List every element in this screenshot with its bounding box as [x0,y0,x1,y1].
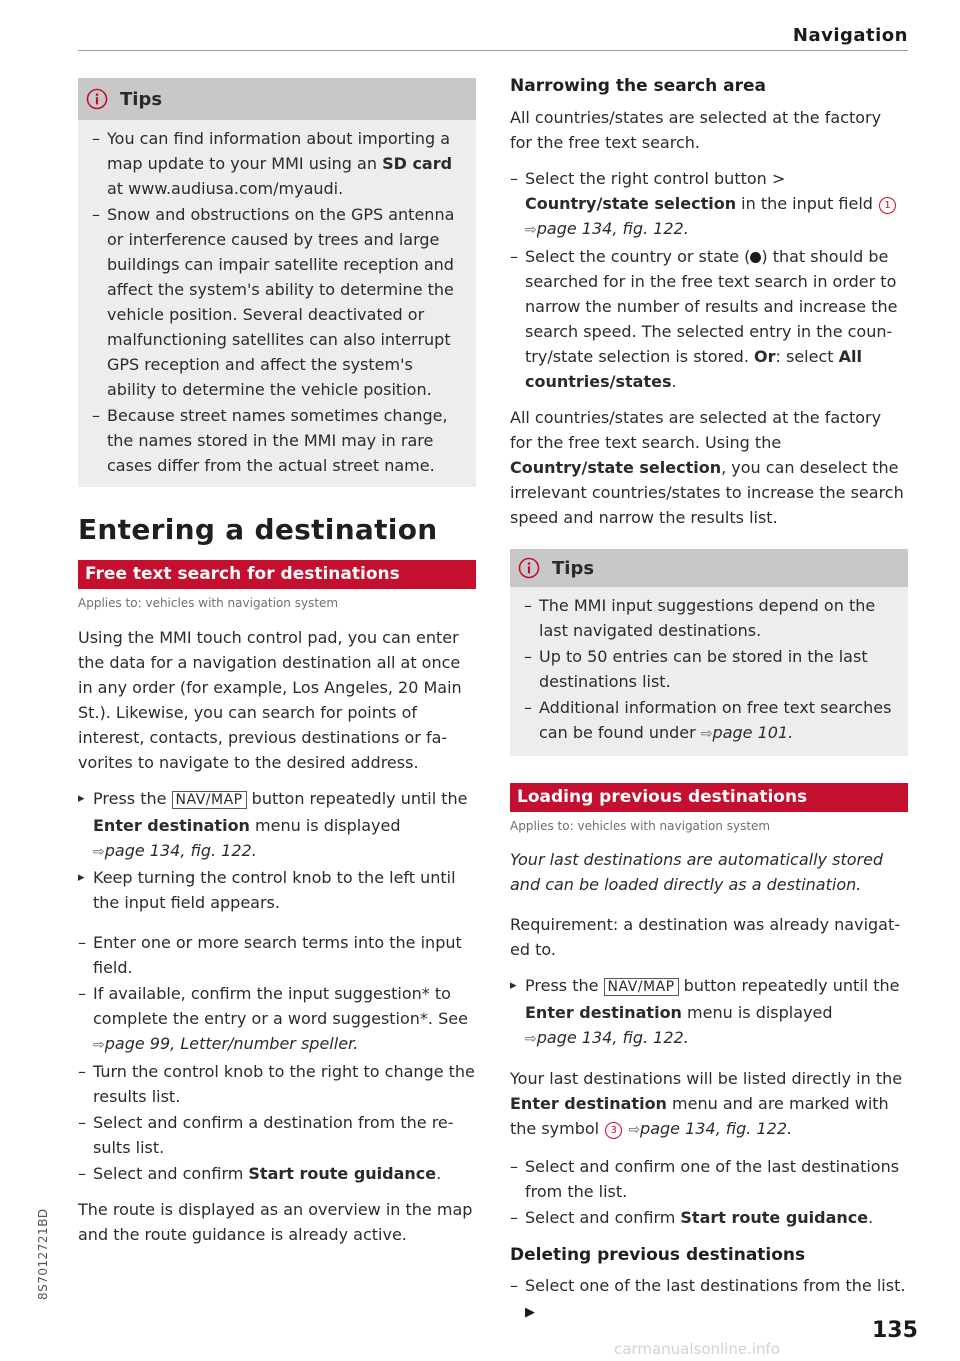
section-title-bar: Loading previous destinations [510,783,908,812]
instruction-item: – Select the country or state ( ) that should be searched for in the free text search in order to narrow the number of results and increase the search speed. The selected entry in the country/state selection is stored. Or: select All countries/states. [510,244,908,394]
nav-map-key: NAV/MAP [172,791,247,809]
reference-arrow-icon: ⇨ [700,726,713,742]
step-list [510,973,908,1052]
instruction-item: – Select the right control button > Country/state selection in the input field 1 ⇨page 134, fig. 122. [510,166,908,243]
tips-header [78,78,476,120]
section-title-bar: Free text search for destinations [78,560,476,589]
chapter-heading: Entering a destination [78,513,438,546]
tips-title: Tips [552,557,595,579]
tips-list [510,587,908,747]
watermark: carmanualsonline.info [614,1340,780,1358]
tip-item: – Because street names sometimes change, the names stored in the MMI may in rare cases differ from the actual street name. [92,403,464,478]
step-list [78,786,476,915]
instruction-item: – Select and confirm Start route guidance. [510,1205,908,1230]
info-icon [86,88,108,110]
tips-title: Tips [120,88,163,110]
reference-arrow-icon: ⇨ [525,222,537,238]
page-reference: page 134, fig. 122. [536,219,689,238]
left-column [78,78,476,1247]
tips-header [510,549,908,587]
tip-item: – You can find information about importing a map update to your MMI using an SD card at www.audiusa.com/myaudi. [92,126,464,201]
page-reference: page 134, fig. 122. [104,841,257,860]
reference-arrow-icon: ⇨ [93,844,105,860]
continue-arrow-icon: ▶ [525,1305,535,1320]
paragraph: All countries/states are selected at the factory for the free text search. Using the Country/state selection, you can deselect the irrelevant countries/states to increase the search speed and narrow the results list. [510,408,904,527]
reference-arrow-icon: ⇨ [93,1037,105,1053]
intro-paragraph: Using the MMI touch control pad, you can enter the data for a navigation destination all at once in any order (for example, Los Angeles, 20 Main St.). Likewise, you can search for points of interest, contacts, previous destinations or favorites to navigate to the desired address. [78,628,462,772]
step-item: ▸ Press the NAV/MAP button repeatedly until the Enter destination menu is displayed ⇨page 134, fig. 122. [78,786,476,865]
page-number: 135 [872,1318,918,1343]
tip-item: – Additional information on free text searches can be found under ⇨page 101. [524,695,896,747]
header-rule [78,50,908,51]
document-code: 8S7012721BD [36,1208,50,1300]
applies-note: Applies to: vehicles with navigation system [510,819,771,833]
page-reference: page 101. [712,723,794,742]
right-column [510,76,908,1326]
nav-map-key: NAV/MAP [604,978,679,996]
applies-note: Applies to: vehicles with navigation system [78,596,339,610]
instruction-list [510,1154,908,1230]
tips-box-left [78,78,476,487]
instruction-item: – Turn the control knob to the right to change the results list. [78,1059,476,1109]
instruction-list [510,166,908,394]
reference-arrow-icon: ⇨ [525,1031,537,1047]
subsection-heading: Narrowing the search area [510,76,767,96]
tip-item: – Snow and obstructions on the GPS antenna or interference caused by trees and large buildings can impair satellite reception and affect the system's ability to determine the vehicle position. Several deactivated or malfunctioning satellites can also interrupt GPS reception and affect the system's ability to determine the vehicle position. [92,202,464,402]
instruction-item: – If available, confirm the input suggestion* to complete the entry or a word suggestion*. See ⇨page 99, Letter/number speller. [78,981,476,1058]
tips-box-right [510,549,908,756]
instruction-list [510,1273,908,1325]
tip-item: – The MMI input suggestions depend on the last navigated destinations. [524,593,896,643]
closing-paragraph: The route is displayed as an overview in the map and the route guidance is already active. [78,1200,473,1244]
step-item: ▸ Keep turning the control knob to the left until the input field appears. [78,865,476,915]
instruction-item: – Select and confirm one of the last destinations from the list. [510,1154,908,1204]
subsection-heading: Deleting previous destinations [510,1245,806,1265]
info-icon [518,557,540,579]
paragraph: All countries/states are selected at the factory for the free text search. [510,108,882,152]
paragraph: Your last destinations will be listed directly in the Enter destination menu and are marked with the symbol 3 ⇨page 134, fig. 122. [510,1069,903,1138]
selected-dot-icon [750,252,761,263]
instruction-item: – Select one of the last destinations from the list. ▶ [510,1273,908,1325]
callout-number: 3 [605,1122,622,1139]
callout-number: 1 [879,197,896,214]
instruction-item: – Select and confirm Start route guidance. [78,1161,476,1186]
instruction-item: – Select and confirm a destination from the results list. [78,1110,476,1160]
tip-item: – Up to 50 entries can be stored in the last destinations list. [524,644,896,694]
page-reference: page 134, fig. 122. [640,1119,793,1138]
section-header: Navigation [792,25,908,46]
tips-list [78,120,476,478]
requirement-paragraph: Requirement: a destination was already navigated to. [510,915,901,959]
page-reference: page 134, fig. 122. [536,1028,689,1047]
step-item: ▸ Press the NAV/MAP button repeatedly until the Enter destination menu is displayed ⇨page 134, fig. 122. [510,973,908,1052]
instruction-item: – Enter one or more search terms into the input field. [78,930,476,980]
reference-arrow-icon: ⇨ [628,1122,641,1138]
page-reference: page 99, Letter/number speller. [104,1034,359,1053]
italic-intro: Your last destinations are automatically stored and can be loaded directly as a destination. [510,850,884,894]
instruction-list [78,930,476,1186]
